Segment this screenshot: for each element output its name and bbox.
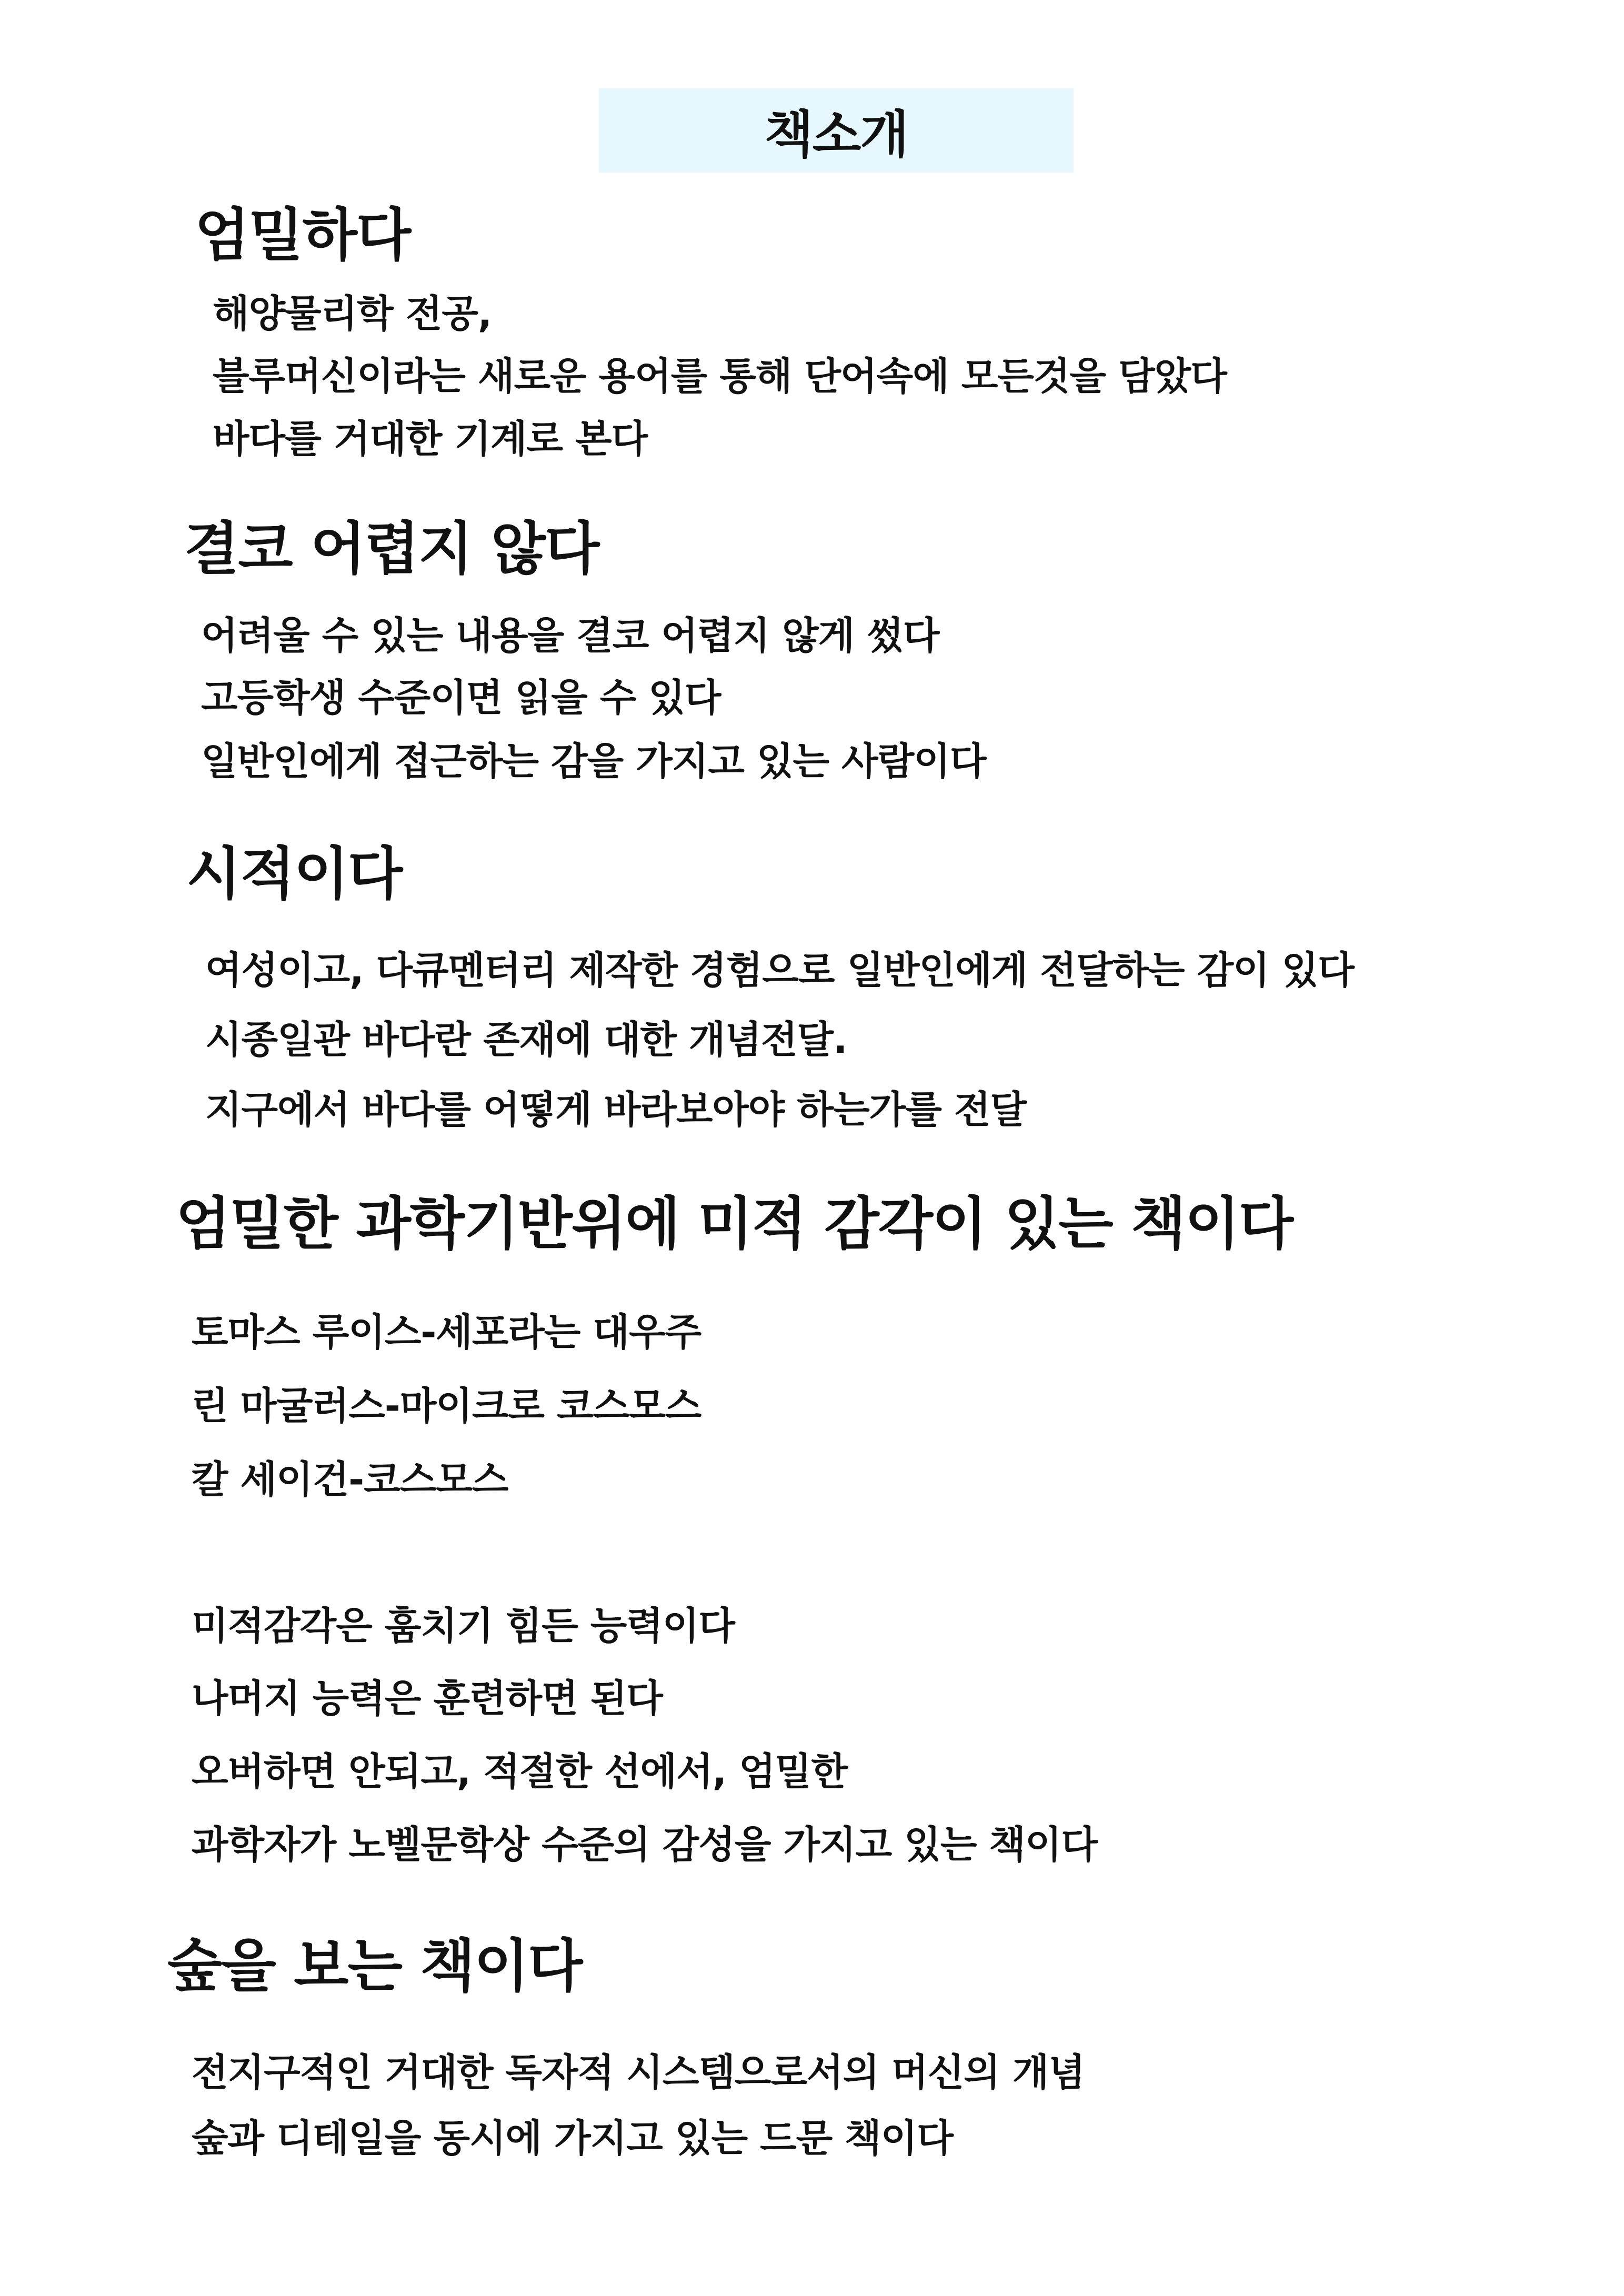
page-title: 책소개 [764, 105, 908, 164]
title-box [599, 88, 1074, 173]
section-line: 지구에서 바다를 어떻게 바라보아야 하는가를 전달 [205, 1087, 1026, 1132]
section-heading-rigorous: 엄밀하다 [195, 203, 410, 268]
section-line: 토마스 루이스-세포라는 대우주 [192, 1310, 701, 1354]
section-line: 시종일관 바다란 존재에 대한 개념전달. [205, 1018, 847, 1062]
section-line: 바다를 거대한 기계로 본다 [213, 417, 648, 461]
section-line: 어려울 수 있는 내용을 결코 어렵지 않게 썼다 [201, 613, 939, 658]
section-heading-poetic: 시적이다 [186, 841, 402, 907]
section-line: 여성이고, 다큐멘터리 제작한 경험으로 일반인에게 전달하는 감이 있다 [205, 948, 1354, 992]
section-line: 오버하면 안되고, 적절한 선에서, 엄밀한 [192, 1749, 847, 1794]
section-line: 블루머신이라는 새로운 용어를 통해 단어속에 모든것을 담았다 [213, 354, 1227, 398]
section-line: 과학자가 노벨문학상 수준의 감성을 가지고 있는 책이다 [192, 1822, 1098, 1867]
section-line: 나머지 능력은 훈련하면 된다 [192, 1676, 663, 1720]
section-line: 해양물리학 전공, [213, 291, 492, 336]
section-line: 미적감각은 훔치기 힘든 능력이다 [192, 1604, 735, 1648]
section-heading-forest: 숲을 보는 책이다 [167, 1934, 582, 1999]
section-line: 린 마굴러스-마이크로 코스모스 [192, 1384, 701, 1428]
section-line: 숲과 디테일을 동시에 가지고 있는 드문 책이다 [192, 2116, 953, 2160]
section-line: 칼 세이건-코스모스 [192, 1457, 508, 1502]
section-line: 전지구적인 거대한 독자적 시스템으로서의 머신의 개념 [192, 2050, 1085, 2094]
section-heading-not-difficult: 결코 어렵지 않다 [184, 516, 599, 582]
section-line: 일반인에게 접근하는 감을 가지고 있는 사람이다 [201, 739, 986, 783]
section-line: 고등학생 수준이면 읽을 수 있다 [201, 676, 721, 720]
section-heading-aesthetic-science: 엄밀한 과학기반위에 미적 감각이 있는 책이다 [176, 1191, 1293, 1257]
